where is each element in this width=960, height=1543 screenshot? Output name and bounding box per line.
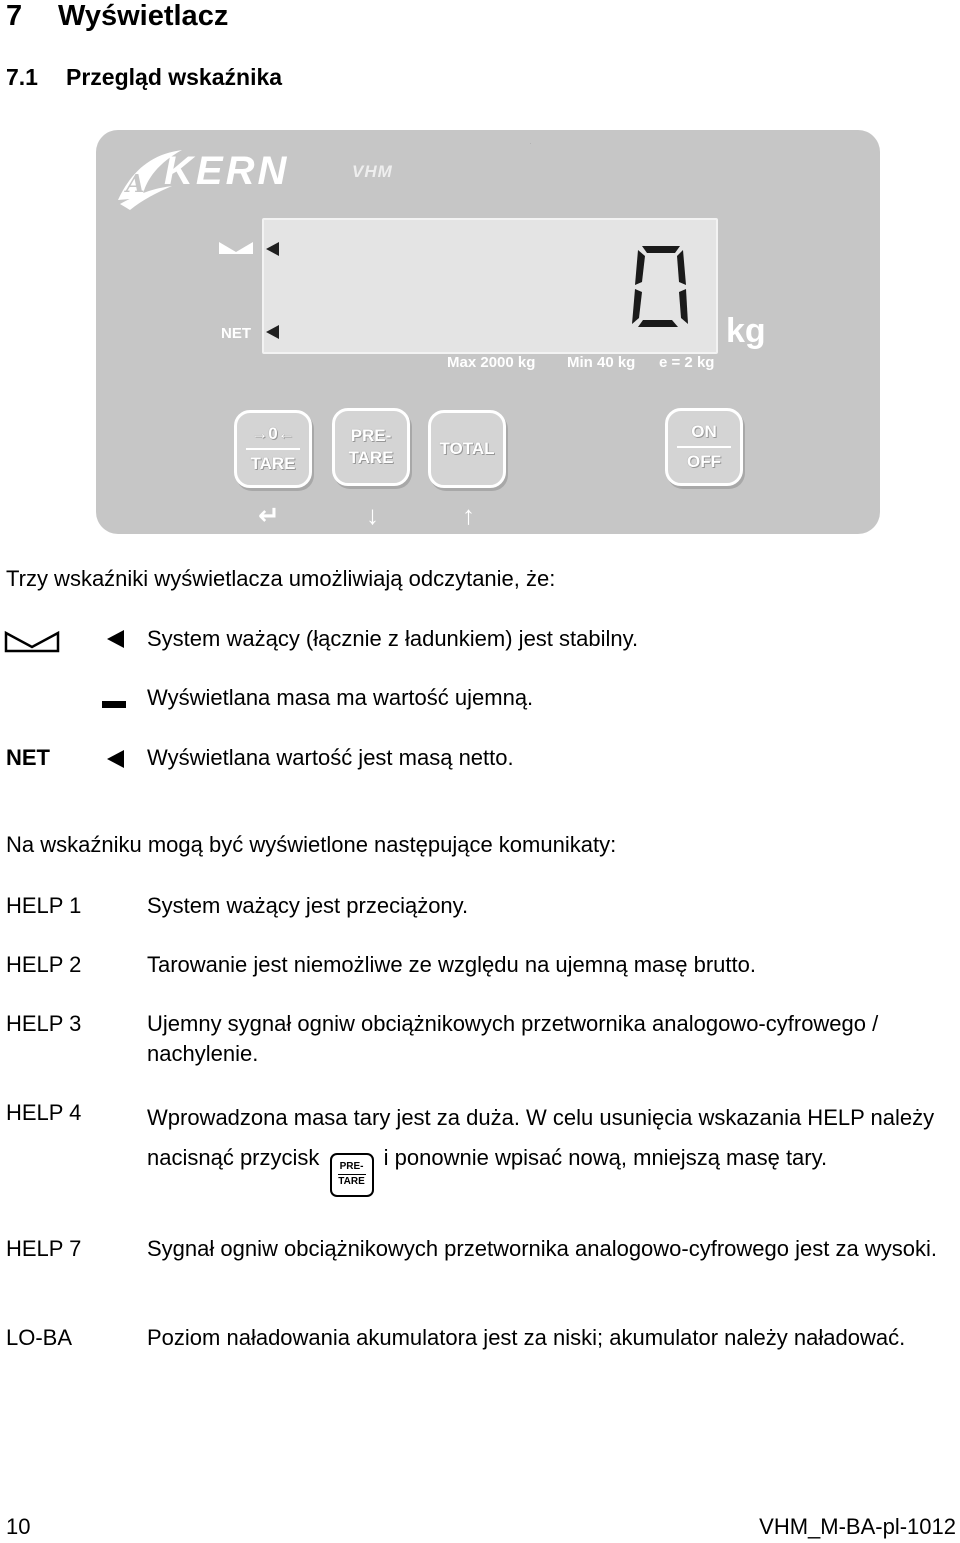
total-key[interactable]: [428, 410, 506, 488]
key-divider: [338, 1174, 366, 1175]
section-number: 7: [6, 0, 23, 32]
key-label-top: TOTAL: [439, 439, 495, 458]
message-code: HELP 4: [6, 1100, 82, 1125]
stable-icon: [4, 631, 60, 658]
stable-triangle-icon: [107, 630, 124, 648]
stable-arrow-icon: [266, 242, 279, 256]
unit-label: kg: [726, 312, 766, 350]
key-divider: [677, 446, 731, 448]
model-label: VHM: [352, 162, 393, 181]
weight-reading-value: 0: [530, 144, 531, 145]
message-code: HELP 1: [6, 893, 82, 918]
net-triangle-icon: [107, 750, 124, 768]
indicators-intro: Trzy wskaźniki wyświetlacza umożliwiają odczytanie, że:: [6, 566, 556, 591]
pre-tare-key-icon: [330, 1153, 374, 1197]
message-text: Poziom naładowania akumulatora jest za niski; akumulator należy naładować.: [147, 1325, 906, 1350]
spec-min: Min 40 kg: [567, 354, 636, 371]
message-text: Ujemny sygnał ogniw obciążnikowych przetwornika analogowo-cyfrowego / nachylenie.: [147, 1011, 879, 1066]
message-text: System ważący jest przeciążony.: [147, 893, 469, 918]
message-text: [147, 1098, 952, 1197]
on-off-key[interactable]: [665, 408, 743, 486]
weight-reading: [530, 144, 690, 333]
messages-intro: Na wskaźniku mogą być wyświetlone następujące komunikaty:: [6, 832, 617, 857]
pre-tare-key[interactable]: [332, 408, 410, 486]
message-text-part: i ponownie wpisać nową, mniejszą masę tary.: [383, 1145, 828, 1170]
spec-max: Max 2000 kg: [447, 354, 536, 371]
svg-text:A: A: [126, 169, 145, 198]
stable-indicator-icon: [217, 240, 255, 261]
net-arrow-icon: [266, 325, 279, 339]
net-indicator-label: NET: [221, 325, 251, 342]
down-arrow-icon: ↓: [366, 500, 379, 530]
key-label-bottom: TARE: [250, 454, 296, 473]
indicator-text: System ważący (łącznie z ładunkiem) jest stabilny.: [147, 626, 639, 651]
enter-arrow-icon: ↵: [258, 500, 280, 530]
message-text-part: Wprowadzona masa tary jest za duża. W celu usunięcia wskazania HELP należy nacisnąć przycisk: [147, 1105, 935, 1170]
brand-text: KERN: [164, 149, 290, 193]
section-title: Wyświetlacz: [58, 0, 229, 32]
subsection-heading: [6, 64, 282, 91]
message-code: HELP 2: [6, 952, 82, 977]
spec-e: e = 2 kg: [659, 354, 715, 371]
key-label-top: PRE-: [350, 426, 392, 445]
message-text: Tarowanie jest niemożliwe ze względu na ujemną masę brutto.: [147, 952, 756, 977]
minus-icon: [102, 701, 126, 708]
key-label-bottom: TARE: [348, 448, 394, 467]
zero-tare-key[interactable]: [234, 410, 312, 488]
subsection-title: Przegląd wskaźnika: [66, 64, 283, 90]
message-text: Sygnał ogniw obciążnikowych przetwornika analogowo-cyfrowego jest za wysoki.: [147, 1236, 937, 1261]
key-label-bottom: OFF: [687, 452, 721, 471]
page-number: 10: [6, 1514, 31, 1539]
indicator-text: Wyświetlana wartość jest masą netto.: [147, 745, 514, 770]
key-label-top: PRE-: [339, 1161, 364, 1172]
section-heading: [6, 0, 228, 33]
key-label-top: →0←: [251, 424, 295, 443]
key-label-top: ON: [691, 422, 717, 441]
message-code: HELP 7: [6, 1236, 82, 1261]
key-label-bottom: TARE: [338, 1176, 365, 1187]
kern-logo: [112, 140, 352, 217]
subsection-number: 7.1: [6, 64, 38, 90]
indicator-text: Wyświetlana masa ma wartość ujemną.: [147, 685, 534, 710]
message-code: HELP 3: [6, 1011, 82, 1036]
document-id: VHM_M-BA-pl-1012: [759, 1514, 956, 1539]
key-divider: [246, 448, 300, 450]
up-arrow-icon: ↑: [462, 500, 475, 530]
net-label: NET: [6, 745, 50, 770]
message-code: LO-BA: [6, 1325, 73, 1350]
